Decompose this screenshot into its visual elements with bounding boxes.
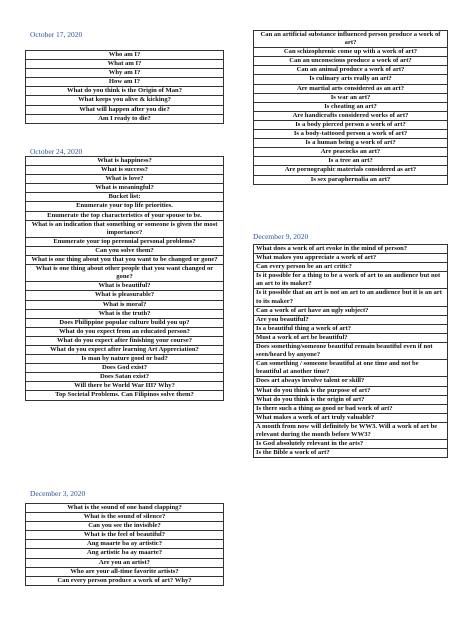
question-table-oct17 bbox=[25, 50, 224, 124]
question-cell: What does a work of art evoke in the mind of person? bbox=[254, 245, 448, 254]
question-cell: What is an indication that something or someone is given the most importance? bbox=[26, 220, 224, 237]
table-row bbox=[254, 386, 448, 395]
question-table-oct24 bbox=[25, 156, 224, 401]
question-cell: Can an artificial substance influenced person produce a work of art? bbox=[254, 31, 448, 48]
table-row bbox=[26, 166, 224, 175]
question-cell: Is God absolutely relevant in the arts? bbox=[254, 440, 448, 449]
table-row bbox=[254, 395, 448, 404]
question-cell: Enumerate your top perennial personal problems? bbox=[26, 237, 224, 246]
table-row bbox=[254, 254, 448, 263]
section-date-dec9: December 9, 2020 bbox=[253, 232, 309, 241]
table-row bbox=[254, 166, 448, 175]
question-cell: What is the feel of beautiful? bbox=[26, 531, 224, 540]
question-cell: What is love? bbox=[26, 175, 224, 184]
table-row bbox=[26, 567, 224, 576]
question-cell: Bucket list: bbox=[26, 193, 224, 202]
question-cell: What is one thing about other people that you want changed or gone? bbox=[26, 265, 224, 282]
question-cell: Will there be World War III? Why? bbox=[26, 382, 224, 391]
question-cell: Does Satan exist? bbox=[26, 373, 224, 382]
table-row bbox=[254, 148, 448, 157]
table-row bbox=[26, 157, 224, 166]
table-row bbox=[254, 130, 448, 139]
table-row bbox=[26, 382, 224, 391]
table-row bbox=[26, 256, 224, 265]
question-cell: Can a work of art have an ugly subject? bbox=[254, 306, 448, 315]
question-table-dec3 bbox=[25, 503, 224, 586]
question-cell: Is a human being a work of art? bbox=[254, 139, 448, 148]
table-row bbox=[26, 576, 224, 585]
question-cell: What do you think is the Origin of Man? bbox=[26, 87, 224, 96]
table-row bbox=[254, 324, 448, 333]
question-cell: Can an unconscious produce a work of art? bbox=[254, 57, 448, 66]
table-row bbox=[26, 540, 224, 549]
table-row bbox=[254, 449, 448, 458]
table-row bbox=[26, 327, 224, 336]
table-row bbox=[26, 291, 224, 300]
table-row bbox=[254, 66, 448, 75]
section-date-oct24: October 24, 2020 bbox=[30, 147, 83, 156]
table-row bbox=[254, 377, 448, 386]
table-row bbox=[26, 345, 224, 354]
table-row bbox=[254, 306, 448, 315]
question-cell: Is cheating an art? bbox=[254, 102, 448, 111]
question-table-art-continued bbox=[253, 30, 448, 185]
table-row bbox=[26, 51, 224, 60]
table-row bbox=[254, 315, 448, 324]
table-row bbox=[254, 57, 448, 66]
question-cell: Is a tree an art? bbox=[254, 157, 448, 166]
table-row bbox=[254, 440, 448, 449]
question-cell: What is the sound of silence? bbox=[26, 513, 224, 522]
question-cell: Does Philippine popular culture build you up? bbox=[26, 318, 224, 327]
question-cell: What do you expect from an educated person? bbox=[26, 327, 224, 336]
table-row bbox=[26, 69, 224, 78]
question-cell: What will happen after you die? bbox=[26, 105, 224, 114]
question-cell: What makes a work of art truly valuable? bbox=[254, 413, 448, 422]
table-row bbox=[26, 114, 224, 123]
question-cell: What is success? bbox=[26, 166, 224, 175]
table-row bbox=[26, 300, 224, 309]
table-row bbox=[254, 102, 448, 111]
question-cell: Is war an art? bbox=[254, 93, 448, 102]
question-cell: Can you see the invisible? bbox=[26, 522, 224, 531]
table-row bbox=[26, 60, 224, 69]
table-row bbox=[254, 404, 448, 413]
question-cell: Can something / someone beautiful at one time and not be beautiful at another time? bbox=[254, 360, 448, 377]
question-cell: Is there such a thing as good or bad work of art? bbox=[254, 404, 448, 413]
table-row bbox=[254, 175, 448, 184]
table-row bbox=[26, 105, 224, 114]
table-row bbox=[254, 157, 448, 166]
question-cell: Can you solve them? bbox=[26, 246, 224, 255]
table-row bbox=[254, 245, 448, 254]
question-cell: What do you think is the purpose of art? bbox=[254, 386, 448, 395]
table-row bbox=[26, 364, 224, 373]
question-table-dec9 bbox=[253, 244, 448, 458]
table-row bbox=[254, 111, 448, 120]
table-row bbox=[26, 193, 224, 202]
question-cell: Why am I? bbox=[26, 69, 224, 78]
table-row bbox=[26, 220, 224, 237]
table-row bbox=[26, 355, 224, 364]
question-cell: What do you think is the origin of art? bbox=[254, 395, 448, 404]
table-row bbox=[26, 373, 224, 382]
question-cell: What is one thing about you that you want to be changed or gone? bbox=[26, 256, 224, 265]
section-date-oct17: October 17, 2020 bbox=[30, 30, 83, 39]
table-row bbox=[254, 75, 448, 84]
table-row bbox=[254, 413, 448, 422]
question-cell: Is it possible that an art is not an art to an audience but it is an art to its maker? bbox=[254, 289, 448, 306]
question-cell: Is sex paraphernalia an art? bbox=[254, 175, 448, 184]
table-row bbox=[26, 184, 224, 193]
table-row bbox=[26, 265, 224, 282]
question-cell: Who are your all-time favorite artists? bbox=[26, 567, 224, 576]
table-row bbox=[254, 333, 448, 342]
table-row bbox=[26, 531, 224, 540]
table-row bbox=[26, 237, 224, 246]
question-cell: What is meaningful? bbox=[26, 184, 224, 193]
question-cell: What keeps you alive & kicking? bbox=[26, 96, 224, 105]
table-row bbox=[26, 504, 224, 513]
question-cell: What is moral? bbox=[26, 300, 224, 309]
question-cell: What is the truth? bbox=[26, 309, 224, 318]
table-row bbox=[254, 84, 448, 93]
question-cell: Can schizophrenic come up with a work of art? bbox=[254, 48, 448, 57]
question-cell: Can every person be an art critic? bbox=[254, 263, 448, 272]
table-row bbox=[254, 263, 448, 272]
table-row bbox=[254, 93, 448, 102]
table-row bbox=[254, 31, 448, 48]
question-cell: Is the Bible a work of art? bbox=[254, 449, 448, 458]
question-cell: Can every person produce a work of art? Why? bbox=[26, 576, 224, 585]
table-row bbox=[254, 360, 448, 377]
table-row bbox=[26, 558, 224, 567]
table-row bbox=[254, 422, 448, 439]
question-cell: What makes you appreciate a work of art? bbox=[254, 254, 448, 263]
question-cell: Are you beautiful? bbox=[254, 315, 448, 324]
table-row bbox=[26, 246, 224, 255]
question-cell: Ang artistic ba ay maarte? bbox=[26, 549, 224, 558]
question-cell: What do you expect after learning Art Appreciation? bbox=[26, 345, 224, 354]
question-cell: Are handicrafts considered works of art? bbox=[254, 111, 448, 120]
question-cell: Are martial arts considered as an art? bbox=[254, 84, 448, 93]
table-row bbox=[254, 272, 448, 289]
question-cell: Ang maarte ba ay artistic? bbox=[26, 540, 224, 549]
section-date-dec3: December 3, 2020 bbox=[30, 489, 86, 498]
question-cell: Does art always involve talent or skill? bbox=[254, 377, 448, 386]
question-cell: What is the sound of one hand clapping? bbox=[26, 504, 224, 513]
question-cell: A month from now will definitely be WW3. Will a work of art be relevant during the month before WW3? bbox=[254, 422, 448, 439]
table-row bbox=[26, 87, 224, 96]
table-row bbox=[26, 513, 224, 522]
question-cell: Does God exist? bbox=[26, 364, 224, 373]
question-cell: Are peacocks an art? bbox=[254, 148, 448, 157]
question-cell: Is a body-tattooed person a work of art? bbox=[254, 130, 448, 139]
table-row bbox=[26, 522, 224, 531]
question-cell: What is beautiful? bbox=[26, 282, 224, 291]
question-cell: Who am I? bbox=[26, 51, 224, 60]
question-cell: Is a beautiful thing a work of art? bbox=[254, 324, 448, 333]
table-row bbox=[26, 78, 224, 87]
table-row bbox=[26, 318, 224, 327]
question-cell: Can an animal produce a work of art? bbox=[254, 66, 448, 75]
table-row bbox=[26, 175, 224, 184]
table-row bbox=[254, 48, 448, 57]
question-cell: What is pleasurable? bbox=[26, 291, 224, 300]
table-row bbox=[26, 391, 224, 400]
table-row bbox=[26, 336, 224, 345]
table-row bbox=[254, 343, 448, 360]
question-cell: Enumerate your top life priorities. bbox=[26, 202, 224, 211]
table-row bbox=[26, 96, 224, 105]
question-cell: Enumerate the top characteristics of your spouse to be. bbox=[26, 211, 224, 220]
question-cell: How am I? bbox=[26, 78, 224, 87]
question-cell: Is man by nature good or bad? bbox=[26, 355, 224, 364]
question-cell: What do you expect after finishing your course? bbox=[26, 336, 224, 345]
table-row bbox=[26, 309, 224, 318]
table-row bbox=[254, 139, 448, 148]
question-cell: Is it possible for a thing to be a work of art to an audience but not an art to its maker? bbox=[254, 272, 448, 289]
table-row bbox=[26, 202, 224, 211]
question-cell: Am I ready to die? bbox=[26, 114, 224, 123]
question-cell: Must a work of art be beautiful? bbox=[254, 333, 448, 342]
table-row bbox=[26, 549, 224, 558]
question-cell: Are pornographic materials considered as art? bbox=[254, 166, 448, 175]
question-cell: Is a body pierced person a work of art? bbox=[254, 120, 448, 129]
table-row bbox=[26, 211, 224, 220]
question-cell: Does something/someone beautiful remain beautiful even if not seen/heard by anyone? bbox=[254, 343, 448, 360]
question-cell: Top Societal Problems. Can Filipinos solve them? bbox=[26, 391, 224, 400]
table-row bbox=[254, 289, 448, 306]
question-cell: What is happiness? bbox=[26, 157, 224, 166]
question-cell: What am I? bbox=[26, 60, 224, 69]
question-cell: Is culinary arts really an art? bbox=[254, 75, 448, 84]
table-row bbox=[26, 282, 224, 291]
table-row bbox=[254, 120, 448, 129]
question-cell: Are you an artist? bbox=[26, 558, 224, 567]
